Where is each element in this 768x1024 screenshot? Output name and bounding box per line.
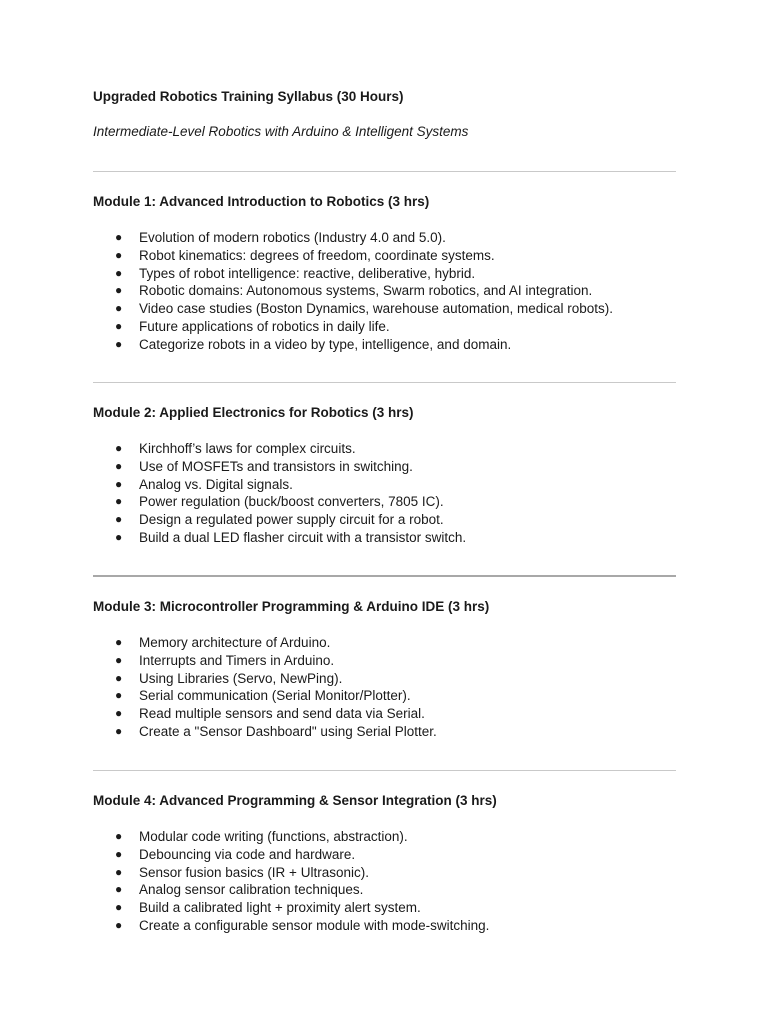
list-item: ● Categorize robots in a video by type, intelligence, and domain. xyxy=(115,336,512,352)
bullet-icon: ● xyxy=(115,706,123,721)
bullet-icon: ● xyxy=(115,512,123,527)
list-item: ● Robotic domains: Autonomous systems, Swarm robotics, and AI integration. xyxy=(115,283,593,299)
list-item: ● Debouncing via code and hardware. xyxy=(115,846,356,862)
bullet-icon: ● xyxy=(115,230,123,244)
list-item: ● Sensor fusion basics (IR + Ultrasonic). xyxy=(115,864,369,880)
module-3-list xyxy=(93,634,693,741)
section-divider xyxy=(93,575,676,577)
document-subtitle: Intermediate-Level Robotics with Arduino & Intelligent Systems xyxy=(93,124,469,139)
list-item: ● Read multiple sensors and send data via Serial. xyxy=(115,706,425,722)
bullet-icon: ● xyxy=(115,301,123,316)
list-item: ● Interrupts and Timers in Arduino. xyxy=(115,652,335,668)
section-divider xyxy=(93,382,676,383)
module-2-section xyxy=(93,404,693,547)
list-item: ● Build a calibrated light + proximity alert system. xyxy=(115,900,421,916)
bullet-icon: ● xyxy=(115,529,123,544)
list-item: ● Types of robot intelligence: reactive, deliberative, hybrid. xyxy=(115,265,476,281)
bullet-icon: ● xyxy=(115,670,123,685)
section-divider xyxy=(93,770,676,771)
list-item: ● Serial communication (Serial Monitor/Plotter). xyxy=(115,688,411,704)
module-3-section xyxy=(93,598,693,741)
module-3-title: Module 3: Microcontroller Programming & Arduino IDE (3 hrs) xyxy=(93,599,490,614)
list-item: ● Robot kinematics: degrees of freedom, coordinate systems. xyxy=(115,247,495,263)
bullet-icon: ● xyxy=(115,917,123,932)
bullet-icon: ● xyxy=(115,458,123,473)
module-4-title: Module 4: Advanced Programming & Sensor Integration (3 hrs) xyxy=(93,793,497,808)
list-item: ● Memory architecture of Arduino. xyxy=(115,635,331,650)
list-item: ● Kirchhoff’s laws for complex circuits. xyxy=(115,441,356,456)
list-item: ● Modular code writing (functions, abstraction). xyxy=(115,829,408,844)
bullet-icon: ● xyxy=(115,494,123,509)
list-item: ● Create a "Sensor Dashboard" using Serial Plotter. xyxy=(115,723,437,739)
module-1-title: Module 1: Advanced Introduction to Robotics (3 hrs) xyxy=(93,194,430,209)
bullet-icon: ● xyxy=(115,864,123,879)
document-title: Upgraded Robotics Training Syllabus (30 Hours) xyxy=(93,89,404,104)
bullet-icon: ● xyxy=(115,723,123,738)
bullet-icon: ● xyxy=(115,247,123,262)
bullet-icon: ● xyxy=(115,476,123,491)
module-4-list xyxy=(93,828,693,935)
list-item: ● Analog vs. Digital signals. xyxy=(115,476,293,492)
list-item: ● Build a dual LED flasher circuit with a transistor switch. xyxy=(115,529,467,545)
list-item: ● Using Libraries (Servo, NewPing). xyxy=(115,670,343,686)
bullet-icon: ● xyxy=(115,829,123,843)
module-1-list xyxy=(93,229,693,354)
list-item: ● Video case studies (Boston Dynamics, warehouse automation, medical robots). xyxy=(115,301,613,317)
bullet-icon: ● xyxy=(115,441,123,455)
bullet-icon: ● xyxy=(115,900,123,915)
list-item: ● Future applications of robotics in daily life. xyxy=(115,318,390,334)
bullet-icon: ● xyxy=(115,283,123,298)
module-2-title: Module 2: Applied Electronics for Robotics (3 hrs) xyxy=(93,405,414,420)
bullet-icon: ● xyxy=(115,652,123,667)
bullet-icon: ● xyxy=(115,635,123,649)
bullet-icon: ● xyxy=(115,688,123,703)
list-item: ● Evolution of modern robotics (Industry 4.0 and 5.0). xyxy=(115,230,446,245)
bullet-icon: ● xyxy=(115,265,123,280)
module-1-section xyxy=(93,193,693,354)
module-4-section xyxy=(93,792,693,935)
list-item: ● Use of MOSFETs and transistors in switching. xyxy=(115,458,413,474)
bullet-icon: ● xyxy=(115,336,123,351)
module-2-list xyxy=(93,440,693,547)
section-divider xyxy=(93,171,676,172)
list-item: ● Power regulation (buck/boost converters, 7805 IC). xyxy=(115,494,444,510)
bullet-icon: ● xyxy=(115,846,123,861)
list-item: ● Analog sensor calibration techniques. xyxy=(115,882,364,898)
bullet-icon: ● xyxy=(115,318,123,333)
list-item: ● Design a regulated power supply circuit for a robot. xyxy=(115,512,444,528)
bullet-icon: ● xyxy=(115,882,123,897)
list-item: ● Create a configurable sensor module with mode-switching. xyxy=(115,917,490,933)
